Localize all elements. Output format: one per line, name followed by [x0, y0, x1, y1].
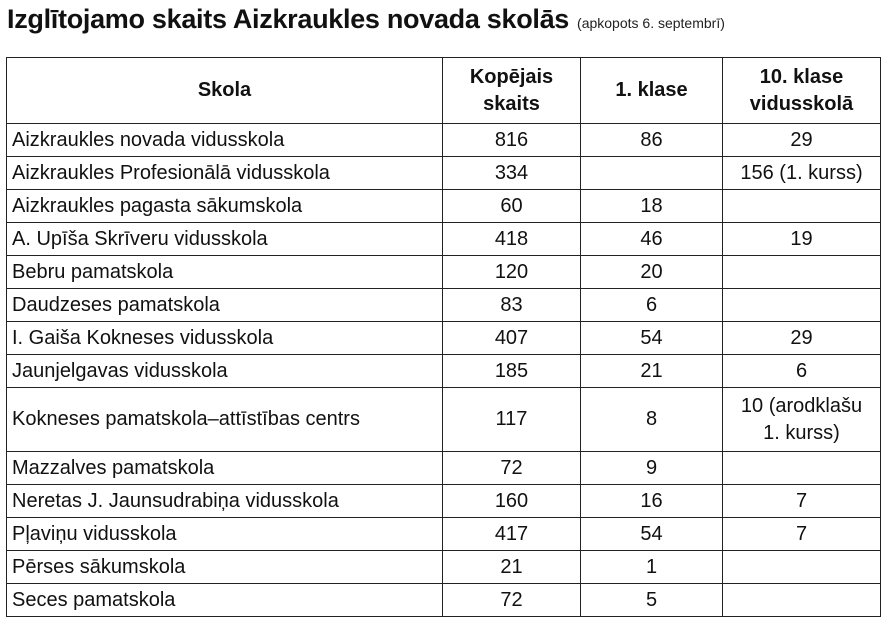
cell-total: 816: [443, 124, 581, 157]
cell-school: Neretas J. Jaunsudrabiņa vidusskola: [7, 485, 443, 518]
cell-total: 160: [443, 485, 581, 518]
table-row: [7, 551, 881, 584]
cell-school: A. Upīša Skrīveru vidusskola: [7, 223, 443, 256]
cell-tenth-class: [723, 551, 881, 584]
cell-total: 417: [443, 518, 581, 551]
table-row: [7, 452, 881, 485]
cell-school: Kokneses pamatskola–attīstības centrs: [7, 388, 443, 452]
cell-tenth-class: [723, 190, 881, 223]
cell-first-class: 18: [581, 190, 723, 223]
cell-tenth-class: [723, 452, 881, 485]
cell-tenth-class: 19: [723, 223, 881, 256]
cell-tenth-class: 7: [723, 485, 881, 518]
table-row: [7, 223, 881, 256]
table-row: [7, 289, 881, 322]
cell-tenth-class: 6: [723, 355, 881, 388]
cell-total: 120: [443, 256, 581, 289]
cell-total: 72: [443, 452, 581, 485]
cell-school: Bebru pamatskola: [7, 256, 443, 289]
table-header-row: [7, 58, 881, 124]
cell-school: Pļaviņu vidusskola: [7, 518, 443, 551]
cell-tenth-class: [723, 289, 881, 322]
cell-first-class: 21: [581, 355, 723, 388]
table-row: [7, 190, 881, 223]
cell-total: 418: [443, 223, 581, 256]
cell-first-class: 1: [581, 551, 723, 584]
cell-total: 72: [443, 584, 581, 617]
column-header-first-class: 1. klase: [581, 58, 723, 124]
cell-first-class: 8: [581, 388, 723, 452]
cell-first-class: 54: [581, 518, 723, 551]
cell-tenth-class: 156 (1. kurss): [723, 157, 881, 190]
table-body: [7, 124, 881, 617]
cell-total: 117: [443, 388, 581, 452]
page-title: Izglītojamo skaits Aizkraukles novada skolās: [7, 4, 570, 34]
cell-tenth-class: 10 (arodklašu 1. kurss): [723, 388, 881, 452]
cell-first-class: [581, 157, 723, 190]
cell-school: Aizkraukles novada vidusskola: [7, 124, 443, 157]
cell-first-class: 46: [581, 223, 723, 256]
cell-tenth-class: 7: [723, 518, 881, 551]
cell-total: 21: [443, 551, 581, 584]
table-row: [7, 355, 881, 388]
column-header-total: Kopējais skaits: [443, 58, 581, 124]
cell-school: Seces pamatskola: [7, 584, 443, 617]
cell-tenth-class: [723, 584, 881, 617]
cell-first-class: 16: [581, 485, 723, 518]
cell-total: 407: [443, 322, 581, 355]
cell-school: Pērses sākumskola: [7, 551, 443, 584]
table-row: [7, 584, 881, 617]
cell-total: 185: [443, 355, 581, 388]
cell-first-class: 9: [581, 452, 723, 485]
cell-school: Mazzalves pamatskola: [7, 452, 443, 485]
cell-school: Aizkraukles pagasta sākumskola: [7, 190, 443, 223]
schools-table: [6, 57, 881, 617]
cell-school: I. Gaiša Kokneses vidusskola: [7, 322, 443, 355]
table-row: [7, 157, 881, 190]
cell-tenth-class: 29: [723, 124, 881, 157]
table-row: [7, 518, 881, 551]
table-row: [7, 256, 881, 289]
cell-school: Daudzeses pamatskola: [7, 289, 443, 322]
cell-tenth-class: 29: [723, 322, 881, 355]
page-subtitle: (apkopots 6. septembrī): [577, 15, 725, 31]
cell-total: 83: [443, 289, 581, 322]
cell-first-class: 5: [581, 584, 723, 617]
cell-total: 60: [443, 190, 581, 223]
page-header: [7, 4, 725, 44]
table-row: [7, 388, 881, 452]
table-row: [7, 485, 881, 518]
cell-school: Aizkraukles Profesionālā vidusskola: [7, 157, 443, 190]
column-header-tenth-class: 10. klase vidusskolā: [723, 58, 881, 124]
cell-school: Jaunjelgavas vidusskola: [7, 355, 443, 388]
cell-tenth-class: [723, 256, 881, 289]
table-row: [7, 322, 881, 355]
column-header-school: Skola: [7, 58, 443, 124]
table-row: [7, 124, 881, 157]
cell-first-class: 6: [581, 289, 723, 322]
cell-first-class: 86: [581, 124, 723, 157]
cell-first-class: 54: [581, 322, 723, 355]
cell-total: 334: [443, 157, 581, 190]
cell-first-class: 20: [581, 256, 723, 289]
